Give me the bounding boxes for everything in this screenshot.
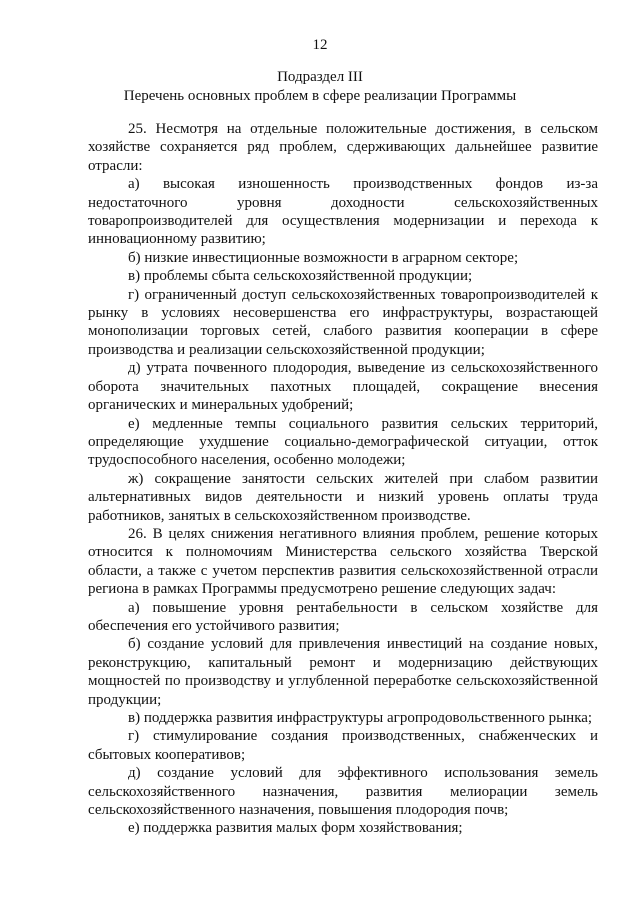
body-text bbox=[88, 120, 598, 838]
section-title: Подраздел III bbox=[277, 69, 363, 85]
paragraph-25-intro: 25. Несмотря на отдельные положительные достижения, в сельском хозяйстве сохраняется ряд проблем, сдерживающих дальнейшее развитие отрасли: bbox=[88, 121, 598, 174]
list-item-26v: в) поддержка развития инфраструктуры агропродовольственного рынка; bbox=[128, 710, 593, 726]
list-item-26g: г) стимулирование создания производственных, снабженческих и сбытовых кооперативов; bbox=[88, 728, 598, 763]
list-item-26b: б) создание условий для привлечения инвестиций на создание новых, реконструкцию, капитальный ремонт и модернизацию действующих мощностей по производству и углубленной переработке сельскохозяйственной продукции; bbox=[88, 636, 598, 708]
paragraph-26-intro: 26. В целях снижения негативного влияния проблем, решение которых относится к полномочиям Министерства сельского хозяйства Тверской области, а также с учетом перспектив развития сельскохозяйственной отрасли региона в рамках Программы предусмотрено решение следующих задач: bbox=[88, 525, 598, 598]
list-item-25b: б) низкие инвестиционные возможности в аграрном секторе; bbox=[128, 249, 519, 266]
list-item-25e: е) медленные темпы социального развития сельских территорий, определяющие ухудшение социально-демографической ситуации, отток трудоспособного населения, особенно молодежи; bbox=[88, 415, 598, 469]
list-item-25d: д) утрата почвенного плодородия, выведение из сельскохозяйственного оборота значительных пахотных площадей, сокращение внесения органических и минеральных удобрений; bbox=[88, 360, 598, 414]
list-item-25zh: ж) сокращение занятости сельских жителей при слабом развитии альтернативных видов деятельности и низкий уровень оплаты труда работников, занятых в сельскохозяйственном производстве. bbox=[88, 470, 598, 524]
list-item-25a: а) высокая изношенность производственных фондов из-за недостаточного уровня доходности сельскохозяйственных товаропроизводителей для осуществления модернизации и перехода к инновационному развитию; bbox=[88, 176, 598, 248]
list-item-25g: г) ограниченный доступ сельскохозяйственных товаропроизводителей к рынку в условиях несовершенства его инфраструктуры, возрастающей монополизации торговых сетей, слабого развития кооперации в сфере производства и реализации сельскохозяйственной продукции; bbox=[88, 286, 598, 358]
page-number: 12 bbox=[312, 37, 328, 53]
section-subtitle: Перечень основных проблем в сфере реализации Программы bbox=[123, 88, 517, 104]
list-item-26a: а) повышение уровня рентабельности в сельском хозяйстве для обеспечения его устойчивого развития; bbox=[88, 599, 598, 634]
list-item-26e: е) поддержка развития малых форм хозяйствования; bbox=[128, 820, 463, 837]
list-item-26d: д) создание условий для эффективного использования земель сельскохозяйственного назначения, развития мелиорации земель сельскохозяйственного назначения, повышения плодородия почв; bbox=[88, 765, 598, 819]
list-item-25v: в) проблемы сбыта сельскохозяйственной продукции; bbox=[128, 268, 473, 285]
